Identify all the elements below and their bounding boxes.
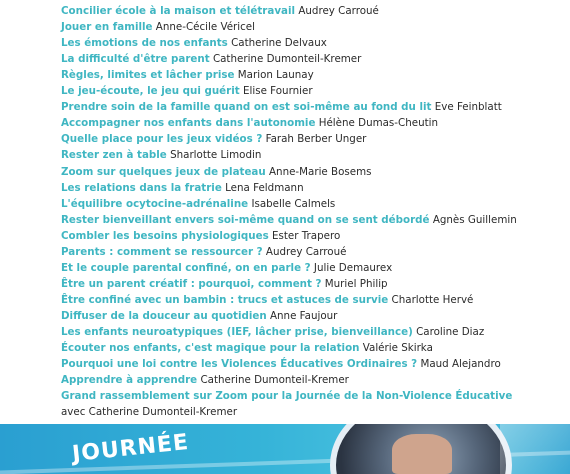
event-speaker: Farah Berber Unger xyxy=(265,133,367,146)
event-text xyxy=(61,324,484,340)
event-title: Concilier école à la maison et télétravail xyxy=(61,5,296,17)
event-speaker: Marion Launay xyxy=(237,69,314,82)
event-title: L'équilibre ocytocine-adrénaline xyxy=(61,197,249,210)
event-speaker: Catherine Dumonteil-Kremer xyxy=(212,53,362,66)
event-speaker: Anne Faujour xyxy=(269,309,338,322)
event-title: Les relations dans la fratrie xyxy=(61,181,222,194)
event-title: Jouer en famille xyxy=(61,21,153,34)
event-title: Pourquoi une loi contre les Violences Éducatives Ordinaires ? xyxy=(61,358,418,371)
event-text xyxy=(61,260,392,276)
event-title: Diffuser de la douceur au quotidien xyxy=(61,309,267,322)
journee-banner xyxy=(0,424,570,474)
event-text xyxy=(61,372,349,388)
event-speaker: Catherine Dumonteil-Kremer xyxy=(200,374,349,387)
event-text xyxy=(61,388,512,404)
event-title: Apprendre à apprendre xyxy=(61,374,198,387)
event-text xyxy=(61,19,255,35)
event-title: Rester bienveillant envers soi-même quand on se sent débordé xyxy=(61,213,430,226)
event-title: Grand rassemblement sur Zoom pour la Journée de la Non-Violence Éducative xyxy=(61,390,513,403)
event-title: Quelle place pour les jeux vidéos ? xyxy=(61,133,263,146)
banner-title: JOURNÉE xyxy=(71,429,191,468)
event-title: Parents : comment se ressourcer ? xyxy=(61,245,263,258)
event-speaker: Eve Feinblatt xyxy=(434,101,502,114)
event-speaker: Sharlotte Limodin xyxy=(170,149,262,162)
event-speaker: Elise Fournier xyxy=(242,85,313,98)
banner-glow xyxy=(500,424,570,474)
event-text xyxy=(61,308,337,324)
event-text xyxy=(61,35,327,51)
event-speaker: Lena Feldmann xyxy=(225,181,304,194)
event-speaker: Maud Alejandro xyxy=(420,358,501,371)
event-speaker: Julie Demaurex xyxy=(313,261,393,274)
event-title: Prendre soin de la famille quand on est soi-même au fond du lit xyxy=(61,101,432,114)
event-text xyxy=(61,3,379,19)
event-text xyxy=(61,67,314,83)
event-title: Écouter nos enfants, c'est magique pour la relation xyxy=(61,342,360,355)
event-text xyxy=(61,340,433,356)
event-text xyxy=(61,99,502,115)
event-speaker: Muriel Philip xyxy=(324,277,388,290)
event-title: La difficulté d'être parent xyxy=(61,53,210,66)
event-speaker-continuation: avec Catherine Dumonteil-Kremer xyxy=(61,406,238,419)
event-text xyxy=(61,115,438,131)
event-speaker: Hélène Dumas-Cheutin xyxy=(318,117,439,130)
event-speaker: Catherine Delvaux xyxy=(231,37,327,50)
event-speaker: Audrey Carroué xyxy=(265,245,347,258)
event-text xyxy=(61,83,313,99)
event-title: Les enfants neuroatypiques (IEF, lâcher prise, bienveillance) xyxy=(61,326,413,338)
event-title: Rester zen à table xyxy=(61,149,167,162)
event-speaker: Anne-Marie Bosems xyxy=(269,165,372,178)
event-speaker: Caroline Diaz xyxy=(416,326,485,338)
event-title: Combler les besoins physiologiques xyxy=(61,229,269,242)
event-text xyxy=(61,147,261,163)
event-speaker: Ester Trapero xyxy=(272,229,341,242)
event-speaker: Valérie Skirka xyxy=(362,342,433,355)
event-title: Règles, limites et lâcher prise xyxy=(61,69,235,82)
event-text xyxy=(61,196,335,212)
banner-hand-illustration xyxy=(392,434,452,474)
event-title: Les émotions de nos enfants xyxy=(61,37,228,50)
event-text xyxy=(61,164,372,180)
event-speaker: Isabelle Calmels xyxy=(251,197,336,210)
event-text xyxy=(61,292,473,308)
event-text xyxy=(61,356,501,372)
event-text xyxy=(61,212,517,228)
event-text xyxy=(61,228,340,244)
event-text xyxy=(61,276,388,292)
event-speaker: Audrey Carroué xyxy=(298,5,379,17)
event-speaker: Charlotte Hervé xyxy=(391,293,474,306)
event-title: Être confiné avec un bambin : trucs et astuces de survie xyxy=(61,293,389,306)
event-title: Accompagner nos enfants dans l'autonomie xyxy=(61,117,316,130)
event-speaker: Anne-Cécile Véricel xyxy=(155,21,255,34)
event-title: Zoom sur quelques jeux de plateau xyxy=(61,165,266,178)
event-speaker: Agnès Guillemin xyxy=(432,213,517,226)
event-text xyxy=(61,131,366,147)
event-title: Et le couple parental confiné, on en parle ? xyxy=(61,261,311,274)
event-title: Être un parent créatif : pourquoi, comment ? xyxy=(61,277,322,290)
event-title: Le jeu-écoute, le jeu qui guérit xyxy=(61,85,240,98)
event-text xyxy=(61,244,346,260)
event-text xyxy=(61,180,304,196)
event-text xyxy=(61,51,361,67)
